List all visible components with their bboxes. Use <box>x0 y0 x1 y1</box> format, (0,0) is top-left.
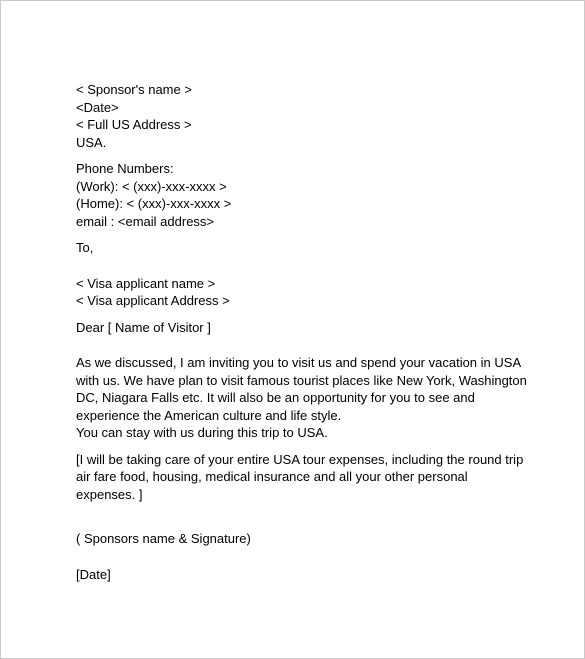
expenses-line: [I will be taking care of your entire USA tour expenses, including the round trip <box>76 451 524 467</box>
body-line: You can stay with us during this trip to USA. <box>76 425 328 440</box>
sponsor-name: < Sponsor's name > <box>76 82 192 97</box>
expenses-line: expenses. ] <box>76 486 143 502</box>
footer-date: [Date] <box>76 566 111 582</box>
applicant-block <box>76 275 536 310</box>
phone-heading: Phone Numbers: <box>76 161 174 176</box>
sponsor-address: < Full US Address > <box>76 117 192 132</box>
to-line: To, <box>76 240 94 255</box>
salutation: Dear [ Name of Visitor ] <box>76 319 211 335</box>
body-line: DC, Niagara Falls etc. It will also be an opportunity for you to see and <box>76 390 475 405</box>
invitation-letter <box>76 81 536 583</box>
body-line: experience the American culture and life style. <box>76 407 342 423</box>
signature-line: ( Sponsors name & Signature) <box>76 531 251 546</box>
email-line: email : <email address> <box>76 213 215 229</box>
letter-body <box>76 354 536 442</box>
applicant-name: < Visa applicant name > <box>76 275 216 291</box>
expenses-paragraph <box>76 451 536 504</box>
expenses-line: air fare food, housing, medical insurance and all your other personal <box>76 469 468 484</box>
sponsor-date: <Date> <box>76 99 119 115</box>
sponsor-block <box>76 81 536 151</box>
body-line: with us. We have plan to visit famous tourist places like New York, Washington <box>76 372 527 388</box>
body-line: As we discussed, I am inviting you to visit us and spend your vacation in USA <box>76 355 522 370</box>
applicant-address: < Visa applicant Address > <box>76 293 230 308</box>
phone-block <box>76 160 536 230</box>
sponsor-country: USA. <box>76 134 107 150</box>
home-phone: (Home): < (xxx)-xxx-xxxx > <box>76 196 232 211</box>
work-phone: (Work): < (xxx)-xxx-xxxx > <box>76 178 227 194</box>
